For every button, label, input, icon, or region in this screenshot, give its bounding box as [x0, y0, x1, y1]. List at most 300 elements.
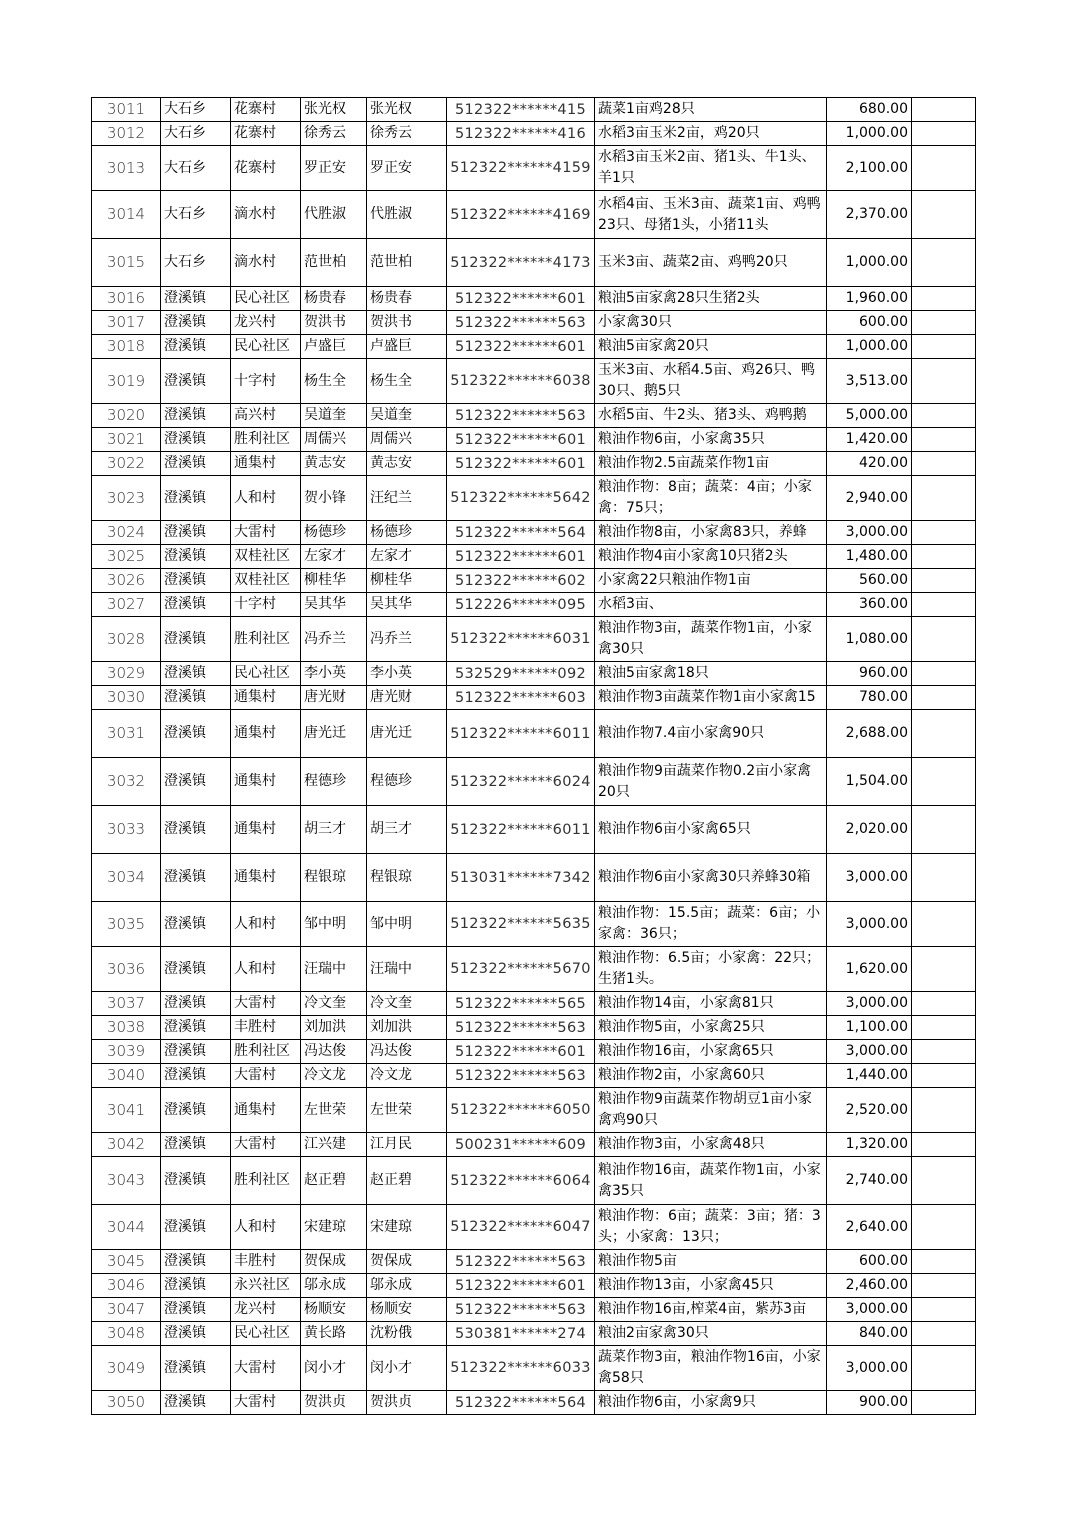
table-row — [92, 239, 976, 287]
town-cell: 澄溪镇 — [161, 1064, 231, 1088]
amount-cell: 1,000.00 — [827, 122, 912, 146]
town-cell: 澄溪镇 — [161, 1346, 231, 1391]
town-cell: 澄溪镇 — [161, 617, 231, 662]
village-cell: 通集村 — [231, 686, 301, 710]
id-number-cell: 512322******601 — [447, 1274, 595, 1298]
row-number: 3040 — [92, 1064, 161, 1088]
row-number: 3027 — [92, 593, 161, 617]
name-cell: 范世柏 — [301, 239, 367, 287]
row-number: 3033 — [92, 806, 161, 854]
holder-cell: 冷文龙 — [367, 1064, 447, 1088]
holder-cell: 冯乔兰 — [367, 617, 447, 662]
table-row — [92, 758, 976, 806]
holder-cell: 汪瑞中 — [367, 947, 447, 992]
table-row — [92, 545, 976, 569]
name-cell: 周儒兴 — [301, 428, 367, 452]
id-number-cell: 512322******416 — [447, 122, 595, 146]
name-cell: 冯乔兰 — [301, 617, 367, 662]
empty-cell — [912, 428, 976, 452]
village-cell: 通集村 — [231, 1088, 301, 1133]
holder-cell: 李小英 — [367, 662, 447, 686]
id-number-cell: 512322******6038 — [447, 359, 595, 404]
row-number: 3049 — [92, 1346, 161, 1391]
table-row — [92, 1391, 976, 1415]
name-cell: 徐秀云 — [301, 122, 367, 146]
amount-cell: 2,020.00 — [827, 806, 912, 854]
holder-cell: 贺洪书 — [367, 311, 447, 335]
id-number-cell: 512322******601 — [447, 452, 595, 476]
holder-cell: 杨贵春 — [367, 287, 447, 311]
name-cell: 闵小才 — [301, 1346, 367, 1391]
amount-cell: 1,000.00 — [827, 335, 912, 359]
name-cell: 江兴建 — [301, 1133, 367, 1157]
village-cell: 人和村 — [231, 476, 301, 521]
amount-cell: 1,960.00 — [827, 287, 912, 311]
table-row — [92, 569, 976, 593]
row-number: 3015 — [92, 239, 161, 287]
amount-cell: 600.00 — [827, 311, 912, 335]
row-number: 3014 — [92, 191, 161, 239]
village-cell: 花寨村 — [231, 146, 301, 191]
table-row — [92, 98, 976, 122]
town-cell: 澄溪镇 — [161, 1157, 231, 1205]
table-body — [92, 98, 976, 1415]
row-number: 3022 — [92, 452, 161, 476]
town-cell: 澄溪镇 — [161, 1274, 231, 1298]
holder-cell: 杨德珍 — [367, 521, 447, 545]
empty-cell — [912, 710, 976, 758]
row-number: 3026 — [92, 569, 161, 593]
amount-cell: 1,504.00 — [827, 758, 912, 806]
row-number: 3047 — [92, 1298, 161, 1322]
id-number-cell: 512226******095 — [447, 593, 595, 617]
amount-cell: 1,000.00 — [827, 239, 912, 287]
holder-cell: 程德珍 — [367, 758, 447, 806]
village-cell: 高兴村 — [231, 404, 301, 428]
name-cell: 柳桂华 — [301, 569, 367, 593]
id-number-cell: 530381******274 — [447, 1322, 595, 1346]
name-cell: 左家才 — [301, 545, 367, 569]
holder-cell: 邬永成 — [367, 1274, 447, 1298]
description-cell: 粮油作物4亩小家禽10只猪2头 — [595, 545, 827, 569]
name-cell: 贺小锋 — [301, 476, 367, 521]
town-cell: 大石乡 — [161, 122, 231, 146]
table-row — [92, 335, 976, 359]
holder-cell: 贺洪贞 — [367, 1391, 447, 1415]
village-cell: 大雷村 — [231, 1391, 301, 1415]
id-number-cell: 512322******4173 — [447, 239, 595, 287]
town-cell: 澄溪镇 — [161, 1322, 231, 1346]
town-cell: 澄溪镇 — [161, 404, 231, 428]
table-row — [92, 1322, 976, 1346]
id-number-cell: 512322******602 — [447, 569, 595, 593]
amount-cell: 2,740.00 — [827, 1157, 912, 1205]
description-cell: 粮油作物6亩小家禽30只养蜂30箱 — [595, 854, 827, 902]
table-row — [92, 404, 976, 428]
description-cell: 粮油作物：6亩；蔬菜：3亩；猪：3头；小家禽：13只； — [595, 1205, 827, 1250]
description-cell: 粮油作物9亩蔬菜作物0.2亩小家禽20只 — [595, 758, 827, 806]
row-number: 3037 — [92, 992, 161, 1016]
name-cell: 李小英 — [301, 662, 367, 686]
table-row — [92, 617, 976, 662]
town-cell: 澄溪镇 — [161, 428, 231, 452]
village-cell: 大雷村 — [231, 1133, 301, 1157]
village-cell: 民心社区 — [231, 1322, 301, 1346]
village-cell: 大雷村 — [231, 1346, 301, 1391]
id-number-cell: 532529******092 — [447, 662, 595, 686]
empty-cell — [912, 122, 976, 146]
amount-cell: 2,370.00 — [827, 191, 912, 239]
village-cell: 人和村 — [231, 947, 301, 992]
id-number-cell: 512322******563 — [447, 404, 595, 428]
table-row — [92, 806, 976, 854]
empty-cell — [912, 617, 976, 662]
id-number-cell: 512322******4159 — [447, 146, 595, 191]
empty-cell — [912, 146, 976, 191]
description-cell: 粮油作物14亩，小家禽81只 — [595, 992, 827, 1016]
table-row — [92, 1346, 976, 1391]
description-cell: 粮油作物16亩，小家禽65只 — [595, 1040, 827, 1064]
town-cell: 澄溪镇 — [161, 1205, 231, 1250]
holder-cell: 冷文奎 — [367, 992, 447, 1016]
town-cell: 澄溪镇 — [161, 359, 231, 404]
description-cell: 玉米3亩、水稻4.5亩、鸡26只、鸭30只、鹅5只 — [595, 359, 827, 404]
row-number: 3024 — [92, 521, 161, 545]
village-cell: 双桂社区 — [231, 545, 301, 569]
holder-cell: 吴其华 — [367, 593, 447, 617]
row-number: 3025 — [92, 545, 161, 569]
amount-cell: 2,640.00 — [827, 1205, 912, 1250]
description-cell: 粮油5亩家禽20只 — [595, 335, 827, 359]
town-cell: 澄溪镇 — [161, 1298, 231, 1322]
village-cell: 胜利社区 — [231, 428, 301, 452]
id-number-cell: 512322******601 — [447, 428, 595, 452]
description-cell: 小家禽30只 — [595, 311, 827, 335]
table-row — [92, 1133, 976, 1157]
amount-cell: 2,520.00 — [827, 1088, 912, 1133]
empty-cell — [912, 1391, 976, 1415]
name-cell: 罗正安 — [301, 146, 367, 191]
village-cell: 通集村 — [231, 758, 301, 806]
amount-cell: 3,000.00 — [827, 1298, 912, 1322]
id-number-cell: 512322******601 — [447, 287, 595, 311]
id-number-cell: 512322******563 — [447, 1064, 595, 1088]
amount-cell: 1,420.00 — [827, 428, 912, 452]
amount-cell: 360.00 — [827, 593, 912, 617]
row-number: 3013 — [92, 146, 161, 191]
empty-cell — [912, 1346, 976, 1391]
table-row — [92, 1040, 976, 1064]
description-cell: 粮油作物5亩 — [595, 1250, 827, 1274]
name-cell: 吴其华 — [301, 593, 367, 617]
town-cell: 澄溪镇 — [161, 902, 231, 947]
table-row — [92, 287, 976, 311]
empty-cell — [912, 1088, 976, 1133]
town-cell: 大石乡 — [161, 98, 231, 122]
table-row — [92, 521, 976, 545]
row-number: 3035 — [92, 902, 161, 947]
amount-cell: 1,620.00 — [827, 947, 912, 992]
empty-cell — [912, 98, 976, 122]
id-number-cell: 512322******6031 — [447, 617, 595, 662]
row-number: 3020 — [92, 404, 161, 428]
holder-cell: 杨生全 — [367, 359, 447, 404]
holder-cell: 代胜淑 — [367, 191, 447, 239]
amount-cell: 1,440.00 — [827, 1064, 912, 1088]
holder-cell: 唐光财 — [367, 686, 447, 710]
town-cell: 澄溪镇 — [161, 311, 231, 335]
holder-cell: 宋建琼 — [367, 1205, 447, 1250]
empty-cell — [912, 569, 976, 593]
row-number: 3017 — [92, 311, 161, 335]
town-cell: 澄溪镇 — [161, 287, 231, 311]
row-number: 3016 — [92, 287, 161, 311]
description-cell: 粮油作物16亩，蔬菜作物1亩，小家禽35只 — [595, 1157, 827, 1205]
description-cell: 小家禽22只粮油作物1亩 — [595, 569, 827, 593]
empty-cell — [912, 521, 976, 545]
table-row — [92, 686, 976, 710]
empty-cell — [912, 191, 976, 239]
row-number: 3046 — [92, 1274, 161, 1298]
row-number: 3038 — [92, 1016, 161, 1040]
empty-cell — [912, 239, 976, 287]
village-cell: 大雷村 — [231, 521, 301, 545]
village-cell: 花寨村 — [231, 98, 301, 122]
table-row — [92, 1205, 976, 1250]
town-cell: 澄溪镇 — [161, 1133, 231, 1157]
row-number: 3045 — [92, 1250, 161, 1274]
town-cell: 澄溪镇 — [161, 710, 231, 758]
amount-cell: 840.00 — [827, 1322, 912, 1346]
id-number-cell: 512322******6064 — [447, 1157, 595, 1205]
village-cell: 民心社区 — [231, 287, 301, 311]
description-cell: 粮油作物6亩，小家禽35只 — [595, 428, 827, 452]
row-number: 3018 — [92, 335, 161, 359]
name-cell: 邹中明 — [301, 902, 367, 947]
empty-cell — [912, 287, 976, 311]
empty-cell — [912, 593, 976, 617]
holder-cell: 徐秀云 — [367, 122, 447, 146]
town-cell: 澄溪镇 — [161, 476, 231, 521]
empty-cell — [912, 1016, 976, 1040]
amount-cell: 420.00 — [827, 452, 912, 476]
name-cell: 杨生全 — [301, 359, 367, 404]
name-cell: 贺洪书 — [301, 311, 367, 335]
town-cell: 澄溪镇 — [161, 1391, 231, 1415]
holder-cell: 左世荣 — [367, 1088, 447, 1133]
empty-cell — [912, 1298, 976, 1322]
name-cell: 杨德珍 — [301, 521, 367, 545]
amount-cell: 780.00 — [827, 686, 912, 710]
empty-cell — [912, 1322, 976, 1346]
empty-cell — [912, 359, 976, 404]
id-number-cell: 512322******5670 — [447, 947, 595, 992]
table-row — [92, 1088, 976, 1133]
amount-cell: 3,513.00 — [827, 359, 912, 404]
id-number-cell: 513031******7342 — [447, 854, 595, 902]
village-cell: 丰胜村 — [231, 1250, 301, 1274]
empty-cell — [912, 1250, 976, 1274]
amount-cell: 2,940.00 — [827, 476, 912, 521]
amount-cell: 3,000.00 — [827, 854, 912, 902]
id-number-cell: 512322******4169 — [447, 191, 595, 239]
amount-cell: 3,000.00 — [827, 902, 912, 947]
description-cell: 粮油作物6亩小家禽65只 — [595, 806, 827, 854]
village-cell: 丰胜村 — [231, 1016, 301, 1040]
description-cell: 水稻3亩玉米2亩、猪1头、牛1头、羊1只 — [595, 146, 827, 191]
id-number-cell: 512322******563 — [447, 1250, 595, 1274]
row-number: 3028 — [92, 617, 161, 662]
name-cell: 邬永成 — [301, 1274, 367, 1298]
empty-cell — [912, 1064, 976, 1088]
village-cell: 民心社区 — [231, 335, 301, 359]
name-cell: 程德珍 — [301, 758, 367, 806]
holder-cell: 柳桂华 — [367, 569, 447, 593]
id-number-cell: 512322******601 — [447, 1040, 595, 1064]
id-number-cell: 512322******563 — [447, 311, 595, 335]
holder-cell: 杨顺安 — [367, 1298, 447, 1322]
row-number: 3021 — [92, 428, 161, 452]
id-number-cell: 512322******6011 — [447, 806, 595, 854]
holder-cell: 罗正安 — [367, 146, 447, 191]
holder-cell: 范世柏 — [367, 239, 447, 287]
amount-cell: 1,480.00 — [827, 545, 912, 569]
name-cell: 左世荣 — [301, 1088, 367, 1133]
empty-cell — [912, 476, 976, 521]
name-cell: 胡三才 — [301, 806, 367, 854]
holder-cell: 左家才 — [367, 545, 447, 569]
row-number: 3030 — [92, 686, 161, 710]
row-number: 3034 — [92, 854, 161, 902]
row-number: 3036 — [92, 947, 161, 992]
description-cell: 粮油2亩家禽30只 — [595, 1322, 827, 1346]
table-row — [92, 902, 976, 947]
empty-cell — [912, 335, 976, 359]
amount-cell: 3,000.00 — [827, 521, 912, 545]
village-cell: 永兴社区 — [231, 1274, 301, 1298]
name-cell: 张光权 — [301, 98, 367, 122]
village-cell: 大雷村 — [231, 1064, 301, 1088]
description-cell: 粮油作物：6.5亩；小家禽：22只；生猪1头。 — [595, 947, 827, 992]
village-cell: 通集村 — [231, 806, 301, 854]
description-cell: 粮油作物7.4亩小家禽90只 — [595, 710, 827, 758]
table-row — [92, 428, 976, 452]
amount-cell: 1,320.00 — [827, 1133, 912, 1157]
row-number: 3050 — [92, 1391, 161, 1415]
description-cell: 蔬菜1亩鸡28只 — [595, 98, 827, 122]
id-number-cell: 512322******5642 — [447, 476, 595, 521]
amount-cell: 5,000.00 — [827, 404, 912, 428]
empty-cell — [912, 947, 976, 992]
table-row — [92, 992, 976, 1016]
table-row — [92, 1064, 976, 1088]
row-number: 3039 — [92, 1040, 161, 1064]
village-cell: 双桂社区 — [231, 569, 301, 593]
description-cell: 水稻3亩玉米2亩，鸡20只 — [595, 122, 827, 146]
description-cell: 粮油作物2.5亩蔬菜作物1亩 — [595, 452, 827, 476]
table-row — [92, 359, 976, 404]
row-number: 3041 — [92, 1088, 161, 1133]
name-cell: 汪瑞中 — [301, 947, 367, 992]
description-cell: 水稻5亩、牛2头、猪3头、鸡鸭鹅 — [595, 404, 827, 428]
row-number: 3042 — [92, 1133, 161, 1157]
name-cell: 贺保成 — [301, 1250, 367, 1274]
id-number-cell: 512322******5635 — [447, 902, 595, 947]
town-cell: 大石乡 — [161, 146, 231, 191]
name-cell: 贺洪贞 — [301, 1391, 367, 1415]
table-row — [92, 1016, 976, 1040]
table-row — [92, 854, 976, 902]
holder-cell: 周儒兴 — [367, 428, 447, 452]
id-number-cell: 512322******6024 — [447, 758, 595, 806]
table-row — [92, 1298, 976, 1322]
village-cell: 通集村 — [231, 710, 301, 758]
description-cell: 粮油作物16亩,榨菜4亩，紫苏3亩 — [595, 1298, 827, 1322]
village-cell: 滴水村 — [231, 191, 301, 239]
town-cell: 澄溪镇 — [161, 1040, 231, 1064]
empty-cell — [912, 1133, 976, 1157]
amount-cell: 2,100.00 — [827, 146, 912, 191]
empty-cell — [912, 902, 976, 947]
holder-cell: 张光权 — [367, 98, 447, 122]
row-number: 3019 — [92, 359, 161, 404]
amount-cell: 1,100.00 — [827, 1016, 912, 1040]
id-number-cell: 512322******564 — [447, 1391, 595, 1415]
holder-cell: 沈粉俄 — [367, 1322, 447, 1346]
description-cell: 粮油作物5亩，小家禽25只 — [595, 1016, 827, 1040]
amount-cell: 2,688.00 — [827, 710, 912, 758]
description-cell: 粮油作物8亩，小家禽83只，养蜂 — [595, 521, 827, 545]
id-number-cell: 512322******6033 — [447, 1346, 595, 1391]
village-cell: 通集村 — [231, 452, 301, 476]
village-cell: 胜利社区 — [231, 1040, 301, 1064]
empty-cell — [912, 1040, 976, 1064]
empty-cell — [912, 758, 976, 806]
town-cell: 澄溪镇 — [161, 1016, 231, 1040]
name-cell: 黄志安 — [301, 452, 367, 476]
village-cell: 胜利社区 — [231, 1157, 301, 1205]
row-number: 3032 — [92, 758, 161, 806]
id-number-cell: 512322******6011 — [447, 710, 595, 758]
table-row — [92, 1274, 976, 1298]
empty-cell — [912, 1157, 976, 1205]
id-number-cell: 512322******601 — [447, 335, 595, 359]
town-cell: 澄溪镇 — [161, 545, 231, 569]
holder-cell: 贺保成 — [367, 1250, 447, 1274]
id-number-cell: 512322******601 — [447, 545, 595, 569]
town-cell: 澄溪镇 — [161, 1250, 231, 1274]
town-cell: 澄溪镇 — [161, 947, 231, 992]
village-cell: 花寨村 — [231, 122, 301, 146]
amount-cell: 960.00 — [827, 662, 912, 686]
village-cell: 滴水村 — [231, 239, 301, 287]
amount-cell: 3,000.00 — [827, 1346, 912, 1391]
empty-cell — [912, 662, 976, 686]
row-number: 3043 — [92, 1157, 161, 1205]
name-cell: 杨顺安 — [301, 1298, 367, 1322]
table-row — [92, 452, 976, 476]
amount-cell: 3,000.00 — [827, 1040, 912, 1064]
town-cell: 澄溪镇 — [161, 521, 231, 545]
holder-cell: 黄志安 — [367, 452, 447, 476]
description-cell: 粮油作物3亩，蔬菜作物1亩，小家禽30只 — [595, 617, 827, 662]
id-number-cell: 512322******564 — [447, 521, 595, 545]
empty-cell — [912, 806, 976, 854]
empty-cell — [912, 1205, 976, 1250]
name-cell: 刘加洪 — [301, 1016, 367, 1040]
town-cell: 澄溪镇 — [161, 452, 231, 476]
amount-cell: 680.00 — [827, 98, 912, 122]
